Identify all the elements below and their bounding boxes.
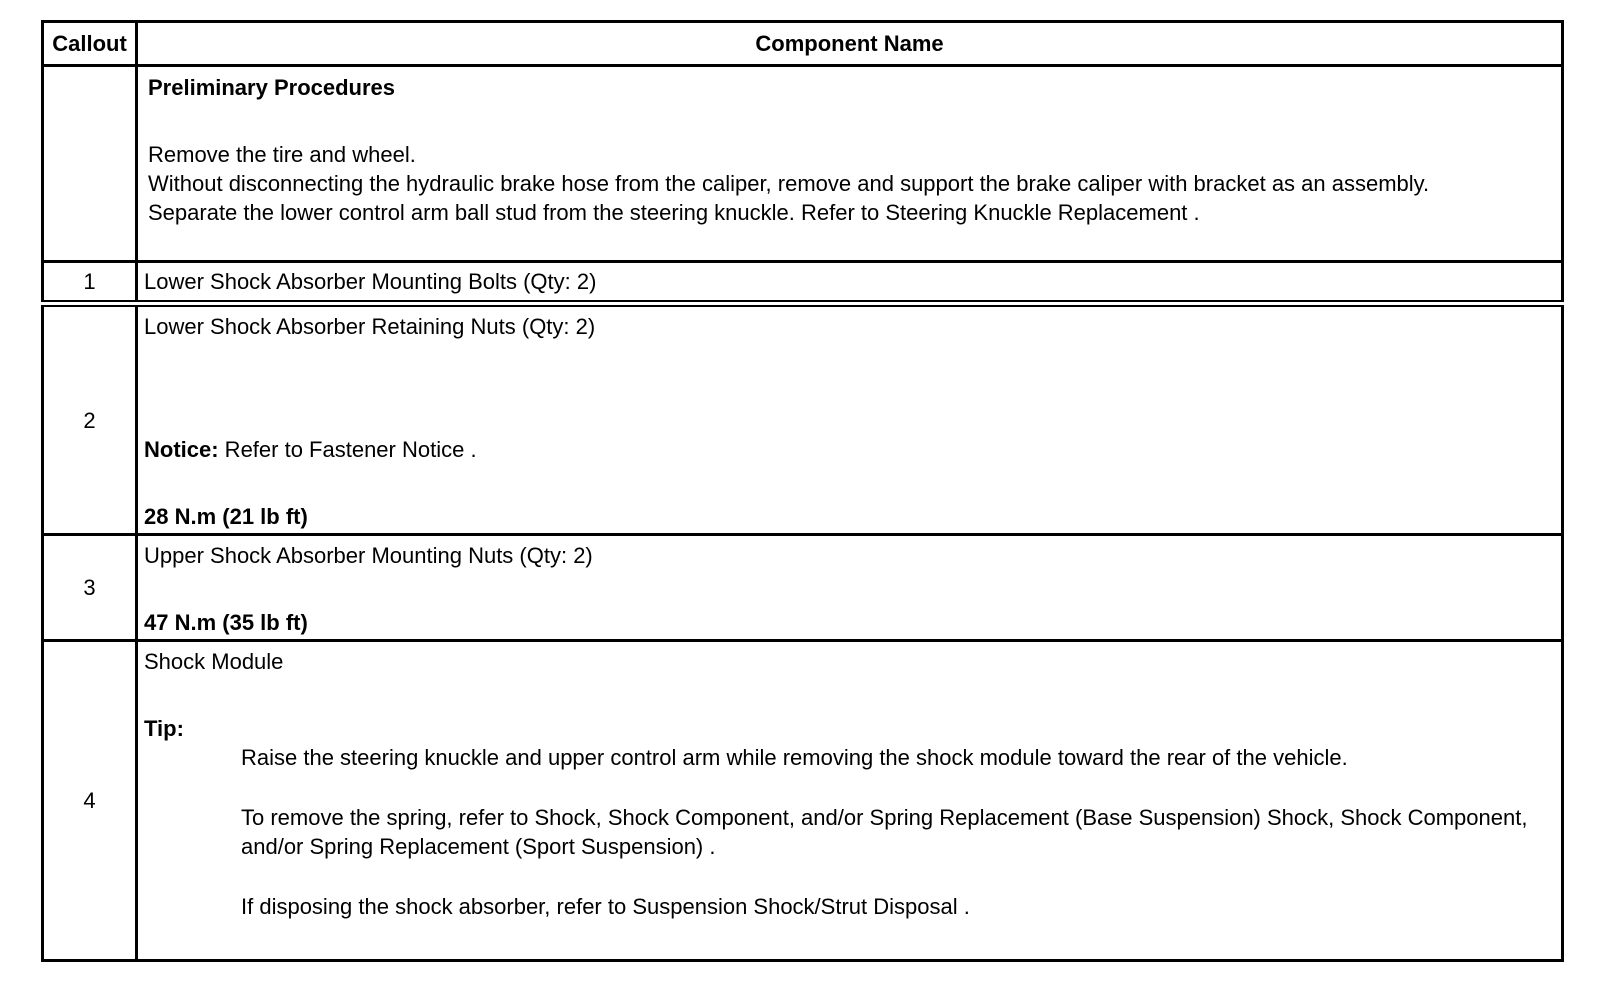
callout-column-header: Callout [43,22,137,66]
torque-spec: 47 N.m (35 lb ft) [144,610,308,635]
preliminary-step: Separate the lower control arm ball stud from the steering knuckle. Refer to Steering Knuckle Replacement . [148,200,1200,225]
procedure-table [41,20,1564,962]
preliminary-procedures-title: Preliminary Procedures [148,75,396,100]
preliminary-procedures-cell [137,66,1563,262]
component-name: Lower Shock Absorber Mounting Bolts (Qty: 2) [137,262,1563,304]
table-row [43,262,1563,304]
tip-list [144,743,1561,921]
notice-text: Refer to Fastener Notice . [218,437,477,462]
component-name-column-header: Component Name [137,22,1563,66]
component-name: Lower Shock Absorber Retaining Nuts (Qty: 2) [144,314,596,339]
callout-number: 4 [43,641,137,961]
tip-item: To remove the spring, refer to Shock, Shock Component, and/or Spring Replacement (Base Suspension) Shock, Shock Component, and/or Spring Replacement (Sport Suspension) . [241,805,1528,859]
component-name: Upper Shock Absorber Mounting Nuts (Qty: 2) [144,543,593,568]
table-header-row [43,22,1563,66]
tip-label: Tip: [144,716,184,741]
table-row [43,304,1563,535]
preliminary-step: Without disconnecting the hydraulic brake hose from the caliper, remove and support the brake caliper with bracket as an assembly. [148,171,1430,196]
tip-item: Raise the steering knuckle and upper control arm while removing the shock module toward the rear of the vehicle. [241,745,1348,770]
preliminary-callout-cell [43,66,137,262]
table-row [43,535,1563,641]
callout-number: 2 [43,304,137,535]
table-row [43,641,1563,961]
component-cell [137,535,1563,641]
preliminary-step: Remove the tire and wheel. [148,142,416,167]
component-cell [137,641,1563,961]
component-name: Shock Module [144,649,284,674]
callout-number: 1 [43,262,137,304]
notice-label: Notice: [144,437,219,462]
preliminary-row [43,66,1563,262]
notice-line [144,435,1561,464]
tip-item: If disposing the shock absorber, refer to Suspension Shock/Strut Disposal . [241,894,970,919]
torque-spec: 28 N.m (21 lb ft) [144,504,308,529]
component-cell [137,304,1563,535]
callout-number: 3 [43,535,137,641]
